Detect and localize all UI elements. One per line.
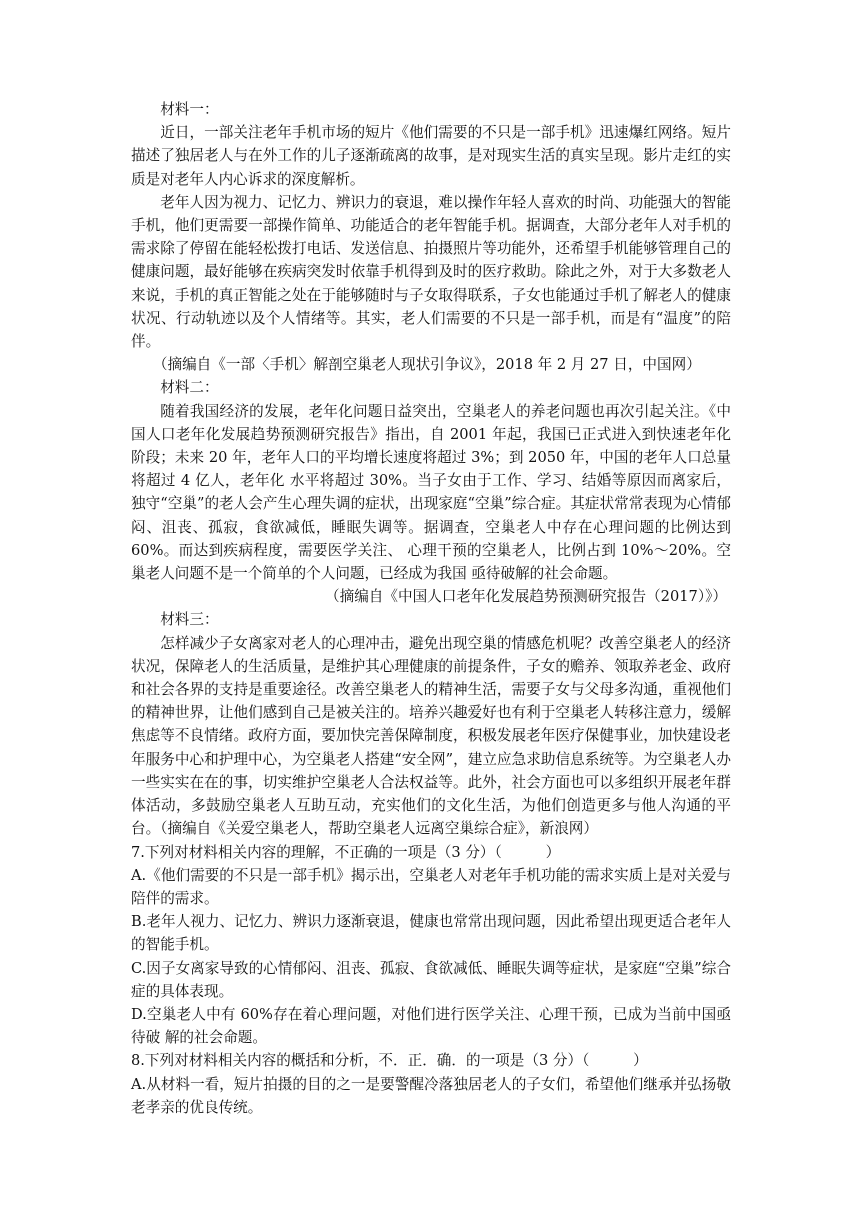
question-7-option-d: D.空巢老人中有 60%存在着心理问题，对他们进行医学关注、心理干预，已成为当前中国亟待破 解的社会命题。 bbox=[131, 1005, 731, 1047]
question-7-option-a: A.《他们需要的不只是一部手机》揭示出，空巢老人对老年手机功能的需求实质上是对关爱与陪伴的需求。 bbox=[131, 866, 731, 907]
material-3-label: 材料三： bbox=[160, 611, 219, 629]
question-7-option-c: C.因子女离家导致的心情郁闷、沮丧、孤寂、食欲减低、睡眠失调等症状，是家庭“空巢”综合症的具体表现。 bbox=[131, 959, 731, 1000]
question-8-stem: 8.下列对材料相关内容的概括和分析，不．正．确．的一项是（3 分）（ ） bbox=[131, 1052, 648, 1070]
material-1-paragraph-2: 老年人因为视力、记忆力、辨识力的衰退，难以操作年轻人喜欢的时尚、功能强大的智能手机，他们更需要一部操作简单、功能适合的老年智能手机。据调查，大部分老年人对手机的需求除了停留在能轻松拨打电话、发送信息、拍摄照片等功能外，还希望手机能够管理自己的健康问题，最好能够在疾病突发时依靠手机得到及时的医疗救助。除此之外，对于大多数老人来说，手机的真正智能之处在于能够随时与子女取得联系，子女也能通过手机了解老人的健康状况、行动轨迹以及个人情绪等。其实，老人们需要的不只是一部手机，而是有“温度”的陪伴。 bbox=[131, 193, 731, 351]
question-7-stem: 7.下列对材料相关内容的理解，不正确的一项是（3 分）（ ） bbox=[131, 843, 561, 861]
material-3-paragraph-1: 怎样减少子女离家对老人的心理冲击，避免出现空巢的情感危机呢？改善空巢老人的经济状况，保障老人的生活质量，是维护其心理健康的前提条件，子女的赡养、领取养老金、政府和社会各界的支持是重要途径。改善空巢老人的精神生活，需要子女与父母多沟通，重视他们的精神世界，让他们感到自己是被关注的。培养兴趣爱好也有利于空巢老人转移注意力，缓解焦虑等不良情绪。政府方面，要加快完善保障制度，积极发展老年医疗保健事业，加快建设老年服务中心和护理中心，为空巢老人搭建“安全网”，建立应急求助信息系统等。为空巢老人办一些实实在在的事，切实维护空巢老人合法权益等。此外，社会方面也可以多组织开展老年群体活动，多鼓励空巢老人互助互动，充实他们的文化生活，为他们创造更多与他人沟通的平台。（摘编自《关爱空巢老人，帮助空巢老人远离空巢综合症》，新浪网） bbox=[131, 634, 731, 838]
material-2-source: （摘编自《中国人口老年化发展趋势预测研究报告（2017）》） bbox=[325, 588, 727, 606]
material-1-label: 材料一： bbox=[160, 101, 219, 118]
material-2-paragraph-1: 随着我国经济的发展，老年化问题日益突出，空巢老人的养老问题也再次引起关注。《中国人口老年化发展趋势预测研究报告》指出，自 2001 年起，我国已正式进入到快速老年化阶段；未来 20 年，老年人口的平均增长速度将超过 3%；到 2050 年，中国的老年人口总量将超过 4 亿人，老年化 水平将超过 30%。当子女由于工作、学习、结婚等原因而离家后，独守“空巢”的老人会产生心理失调的症状，出现家庭“空巢”综合症。其症状常常表现为心情郁闷、沮丧、孤寂，食欲减低，睡眠失调等。据调查，空巢老人中存在心理问题的比例达到 60%。而达到疾病程度，需要医学关注、 心理干预的空巢老人，比例占到 10%～20%。空巢老人问题不是一个简单的个人问题，已经成为我国 亟待破解的社会命题。 bbox=[131, 402, 731, 583]
question-8-option-a: A.从材料一看，短片拍摄的目的之一是要警醒冷落独居老人的子女们，希望他们继承并弘扬敬老孝亲的优良传统。 bbox=[131, 1075, 731, 1116]
question-7-option-b: B.老年人视力、记忆力、辨识力逐渐衰退，健康也常常出现问题，因此希望出现更适合老年人的智能手机。 bbox=[131, 913, 731, 954]
material-2-label: 材料二： bbox=[160, 379, 219, 397]
material-1-paragraph-1: 近日，一部关注老年手机市场的短片《他们需要的不只是一部手机》迅速爆红网络。短片描述了独居老人与在外工作的儿子逐渐疏离的故事，是对现实生活的真实呈现。影片走红的实质是对老年人内心诉求的深度解析。 bbox=[131, 124, 731, 188]
document-page bbox=[131, 98, 731, 1119]
material-1-source: （摘编自《一部〈手机〉解剖空巢老人现状引争议》，2018 年 2 月 27 日，中国网） bbox=[152, 356, 701, 374]
